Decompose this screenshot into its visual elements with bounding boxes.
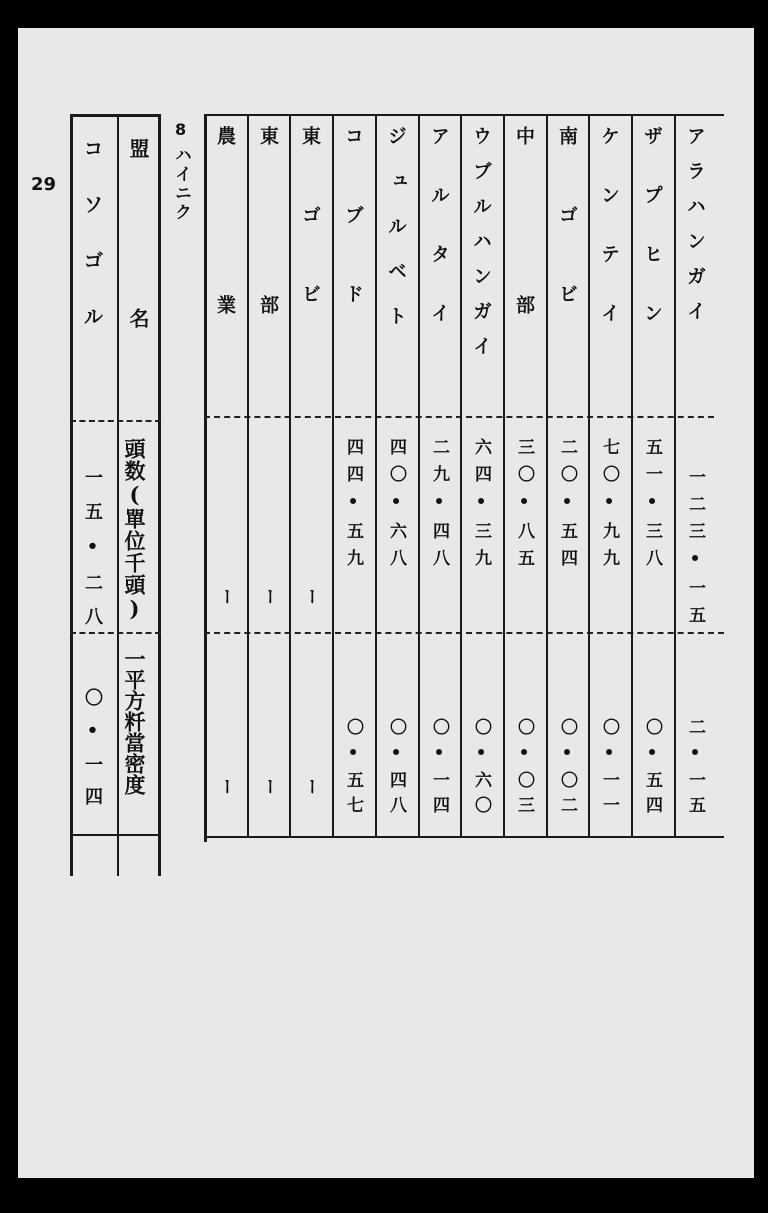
page-number: 29	[31, 174, 57, 195]
header-count: 頭数(單位千頭)	[122, 438, 147, 622]
row-density: 〇•五七	[343, 718, 363, 821]
header-density: 一平方粁當密度	[122, 648, 147, 795]
scanned-page	[18, 28, 754, 1178]
row-name: 東ゴビ	[299, 126, 321, 363]
row-density: 〇•五四	[642, 718, 662, 821]
section-number: 8	[175, 120, 187, 139]
row-name: ケンテイ	[598, 126, 620, 362]
row-count: 一五•二八	[82, 468, 103, 641]
row-name: ザプヒン	[641, 126, 663, 362]
row-name: アルタイ	[428, 126, 450, 362]
section-title: ハイニク	[171, 146, 191, 222]
row-count: ー	[215, 588, 235, 605]
header-name: 盟名	[126, 138, 150, 478]
row-name: ウブルハンガイ	[470, 126, 492, 371]
row-density: 〇•一四	[429, 718, 449, 821]
row-density: ー	[258, 778, 278, 795]
row-count: 二〇•五四	[557, 438, 577, 576]
row-density: 〇•四八	[386, 718, 406, 821]
row-count: 六四•三九	[471, 438, 491, 576]
row-name: 南ゴビ	[556, 126, 578, 363]
row-density: 二•一五	[685, 718, 705, 821]
row-count: ー	[258, 588, 278, 605]
row-count: 一二三•一五	[685, 468, 705, 633]
row-count: 七〇•九九	[599, 438, 619, 576]
row-count: 三〇•八五	[514, 438, 534, 576]
row-count: 五一•三八	[642, 438, 662, 576]
row-count: 四四•五九	[343, 438, 363, 576]
row-density: ー	[215, 778, 235, 795]
row-name: コソゴル	[80, 138, 104, 362]
row-name: コブド	[342, 126, 364, 363]
row-density: 〇•六〇	[471, 718, 491, 821]
row-count: 四〇•六八	[386, 438, 406, 576]
row-density: ー	[300, 778, 320, 795]
row-name: ジュルベト	[385, 126, 407, 351]
row-name: 東部	[257, 126, 279, 464]
row-name: アラハンガイ	[684, 126, 706, 336]
row-name: 農業	[214, 126, 236, 464]
row-count: 二九•四八	[429, 438, 449, 576]
row-density: 〇•〇三	[514, 718, 534, 821]
row-count: ー	[300, 588, 320, 605]
row-name: 中部	[513, 126, 535, 464]
row-density: 〇•一四	[82, 688, 103, 819]
row-density: 〇•一一	[599, 718, 619, 821]
row-density: 〇•〇二	[557, 718, 577, 821]
